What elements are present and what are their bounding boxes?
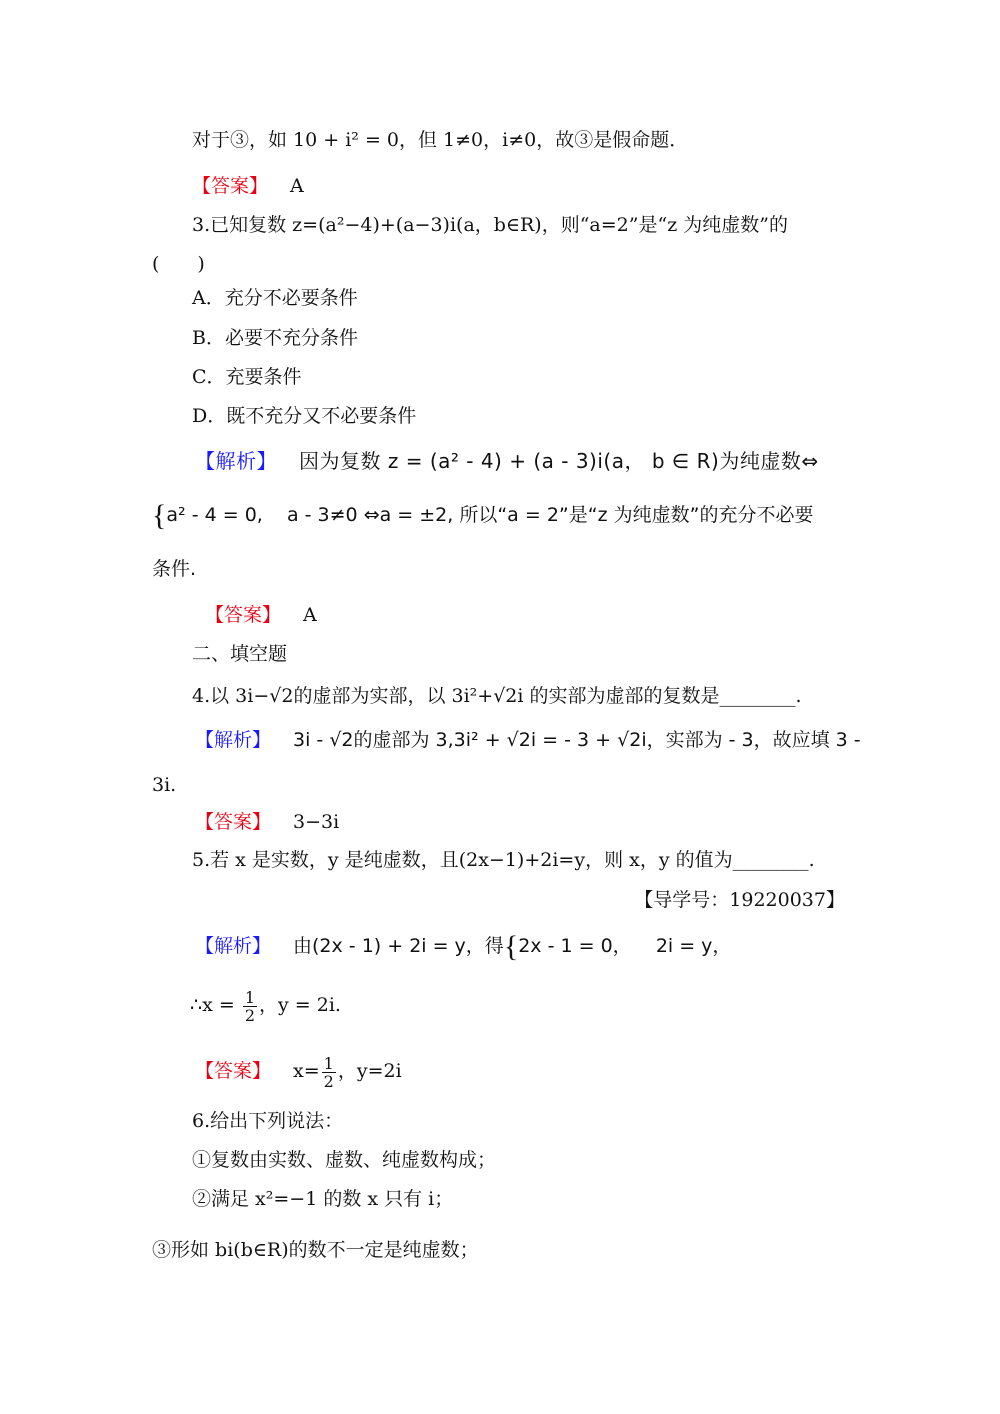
analysis-row xyxy=(195,727,861,753)
math-text: ，y = 2i. xyxy=(259,994,341,1016)
analysis-line-2 xyxy=(190,985,341,1025)
analysis-line-3: 条件. xyxy=(152,558,197,580)
fraction xyxy=(322,1055,336,1090)
analysis-line-2: 3i. xyxy=(152,774,177,796)
question-3: 3.已知复数 z=(a²−4)+(a−3)i(a，b∈R)，则“a=2”是“z 为纯虚数”的 xyxy=(192,214,788,236)
statement-1: ①复数由实数、虚数、纯虚数构成； xyxy=(192,1149,497,1171)
question-6: 6.给出下列说法： xyxy=(192,1110,344,1132)
math-text: x= xyxy=(293,1060,320,1082)
analysis-text: 因为复数 z = (a² - 4) + (a - 3)i(a， b ∈ R)为纯虚数⇔ xyxy=(299,449,819,473)
answer-row xyxy=(195,809,339,835)
answer-row xyxy=(195,1051,402,1091)
answer-label: 【答案】 xyxy=(205,604,282,626)
analysis-text: 3i - √2的虚部为 3,3i² + √2i = - 3 + √2i，实部为 - 3，故应填 3 - xyxy=(293,729,861,751)
analysis-text: a² - 4 = 0, a - 3≠0 ⇔a = ±2, 所以“a = 2”是“z 为纯虚数”的充分不必要 xyxy=(166,504,814,526)
answer-value: A xyxy=(290,175,304,197)
option-b: B．必要不充分条件 xyxy=(192,327,358,349)
analysis-row xyxy=(195,448,819,474)
fraction xyxy=(243,989,257,1024)
statement-2: ②满足 x²=−1 的数 x 只有 i； xyxy=(192,1188,454,1210)
analysis-label: 【解析】 xyxy=(195,729,272,751)
answer-label: 【答案】 xyxy=(195,1060,272,1082)
question-5: 5.若 x 是实数，y 是纯虚数，且(2x−1)+2i=y，则 x，y 的值为________. xyxy=(192,849,815,871)
brace: { xyxy=(503,930,519,963)
numerator: 1 xyxy=(244,987,255,1007)
denominator: 2 xyxy=(323,1071,334,1091)
answer-value: 3−3i xyxy=(293,811,340,833)
answer-row xyxy=(192,173,304,199)
question-3-paren: ( ) xyxy=(152,253,205,275)
analysis-row xyxy=(195,930,732,963)
analysis-text: 由(2x - 1) + 2i = y，得 xyxy=(293,935,504,957)
analysis-label: 【解析】 xyxy=(195,449,277,473)
numerator: 1 xyxy=(323,1053,334,1073)
analysis-line-2 xyxy=(152,499,814,532)
question-4: 4.以 3i−√2的虚部为实部，以 3i²+√2i 的实部为虚部的复数是________. xyxy=(192,685,802,707)
option-d: D．既不充分又不必要条件 xyxy=(192,405,417,427)
math-text: ∴x = xyxy=(190,994,241,1016)
math-text: ，y=2i xyxy=(337,1060,402,1082)
reference-number: 【导学号：19220037】 xyxy=(634,889,845,911)
section-heading: 二、填空题 xyxy=(192,643,288,665)
option-a: A．充分不必要条件 xyxy=(192,287,358,309)
option-c: C．充要条件 xyxy=(192,366,302,388)
answer-value: A xyxy=(303,604,317,626)
text-line: 对于③，如 10 + i² = 0，但 1≠0，i≠0，故③是假命题． xyxy=(192,129,689,151)
answer-label: 【答案】 xyxy=(192,175,269,197)
answer-label: 【答案】 xyxy=(195,811,272,833)
brace: { xyxy=(152,499,167,532)
denominator: 2 xyxy=(244,1005,255,1025)
analysis-text: 2x - 1 = 0， 2i = y， xyxy=(518,935,732,957)
analysis-label: 【解析】 xyxy=(195,935,272,957)
answer-row xyxy=(205,602,317,628)
statement-3: ③形如 bi(b∈R)的数不一定是纯虚数； xyxy=(152,1239,479,1261)
